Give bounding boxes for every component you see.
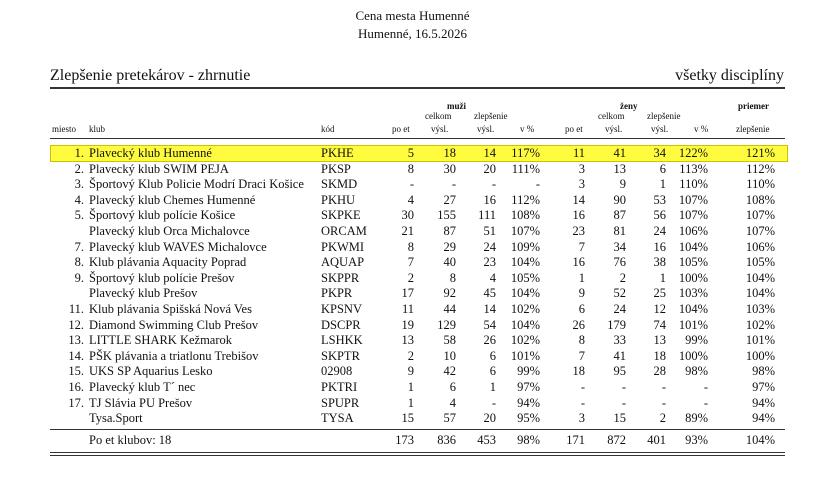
cell: 3	[578, 161, 585, 176]
club-code: SKPTR	[321, 348, 360, 363]
cell: 52	[613, 286, 626, 301]
cell: 107%	[678, 192, 708, 207]
cell: 107%	[745, 224, 775, 238]
table-row	[0, 318, 825, 334]
cell: 33	[613, 333, 626, 348]
table-row	[0, 302, 825, 318]
cell: 99%	[517, 364, 540, 379]
club-name: UKS SP Aquarius Lesko	[89, 364, 213, 379]
place: 1.	[74, 146, 84, 160]
avg-improvement-header: zlepšenie	[736, 124, 770, 134]
place: 2.	[74, 161, 84, 176]
table-row	[0, 162, 825, 178]
club-code: AQUAP	[321, 255, 365, 270]
club-code: SPUPR	[321, 395, 360, 410]
men-pct-header: v %	[520, 124, 535, 134]
cell: 53	[653, 192, 666, 207]
cell: 101%	[745, 333, 775, 348]
table-row	[0, 271, 825, 287]
cell: 97%	[517, 380, 540, 394]
cell: 1	[659, 177, 666, 192]
cell: 93%	[685, 433, 708, 447]
cell: 87	[613, 208, 626, 223]
place: 17.	[68, 395, 84, 410]
code-header: kód	[321, 124, 335, 134]
cell: 117%	[511, 146, 540, 160]
cell: 94%	[752, 411, 775, 426]
cell: 95	[613, 364, 626, 379]
header-rule	[50, 87, 785, 89]
club-code: DSCPR	[321, 317, 361, 332]
cell: 34	[653, 146, 666, 160]
cell: 171	[566, 433, 585, 447]
table-row	[0, 177, 825, 193]
cell: 2	[407, 348, 414, 363]
cell: 16	[572, 208, 585, 223]
place-header: miesto	[52, 124, 76, 134]
cell: 51	[483, 224, 496, 238]
cell: 100%	[678, 348, 708, 363]
cell: -	[621, 395, 626, 410]
table-row	[0, 396, 825, 412]
cell: -	[703, 380, 708, 394]
cell: 7	[407, 255, 414, 270]
cell: 104%	[510, 255, 540, 270]
cell: 4	[407, 192, 414, 207]
cell: 90	[613, 192, 626, 207]
cell: 16	[572, 255, 585, 270]
cell: 25	[653, 286, 666, 301]
cell: 103%	[745, 302, 775, 316]
cell: 105%	[510, 270, 540, 285]
cell: 54	[483, 317, 496, 332]
table-row	[0, 146, 825, 162]
cell: -	[491, 395, 496, 410]
club-name: Klub plávania Spišská Nová Ves	[89, 302, 252, 316]
men-improvement-header: zlepšenie	[474, 111, 508, 121]
club-header: klub	[89, 124, 106, 134]
cell: 453	[477, 433, 496, 447]
table-row	[0, 208, 825, 224]
cell: -	[409, 177, 414, 192]
cell: 109%	[510, 239, 540, 254]
cell: 4	[489, 270, 496, 285]
table-row	[0, 286, 825, 302]
cell: 173	[395, 433, 414, 447]
club-code: PKSP	[321, 161, 351, 176]
report-title: Cena mesta Humenné	[355, 8, 470, 23]
cell: 41	[613, 146, 626, 160]
cell: 20	[483, 161, 496, 176]
cell: 8	[407, 161, 414, 176]
cell: 16	[483, 192, 496, 207]
cell: 11	[401, 302, 414, 316]
cell: 14	[483, 302, 496, 316]
cell: 104%	[745, 286, 775, 301]
cell: 10	[443, 348, 456, 363]
cell: 12	[653, 302, 666, 316]
place: 9.	[74, 270, 84, 285]
place: 14.	[68, 348, 84, 363]
cell: 19	[401, 317, 414, 332]
footer-bottom-rule-1	[50, 452, 785, 453]
women-header: ženy	[620, 101, 638, 111]
club-name: Plavecký klub SWIM PEJA	[89, 161, 229, 176]
club-code: 02908	[321, 364, 353, 379]
men-count-header: po et	[392, 124, 410, 134]
cell: 98%	[517, 433, 540, 447]
cell: 24	[653, 224, 666, 238]
cell: 20	[483, 411, 496, 426]
cell: 44	[443, 302, 456, 316]
table-row	[0, 193, 825, 209]
cell: 98%	[752, 364, 775, 379]
cell: 9	[578, 286, 585, 301]
cell: 100%	[678, 270, 708, 285]
club-code: SKMD	[321, 177, 358, 192]
club-code: LSHKK	[321, 333, 363, 348]
women-imp-results-header: výsl.	[651, 124, 669, 134]
table-row	[0, 380, 825, 396]
cell: -	[661, 380, 666, 394]
cell: 40	[443, 255, 456, 270]
club-code: PKHU	[321, 192, 356, 207]
cell: 103%	[678, 286, 708, 301]
cell: 100%	[745, 348, 775, 363]
cell: 23	[572, 224, 585, 238]
section-title: Zlepšenie pretekárov - zhrnutie	[50, 67, 251, 84]
cell: 7	[578, 348, 585, 363]
cell: 104%	[678, 239, 708, 254]
report-subtitle: Humenné, 16.5.2026	[357, 26, 468, 41]
club-name: Plavecký klub Humenné	[89, 146, 212, 160]
cell: 8	[449, 270, 456, 285]
place: 11.	[68, 302, 84, 316]
footer-row	[0, 433, 825, 449]
cell: 155	[437, 208, 456, 223]
cell: 111%	[511, 161, 540, 176]
cell: -	[703, 395, 708, 410]
cell: 108%	[510, 208, 540, 223]
club-name: Športový klub polície Prešov	[89, 270, 235, 285]
cell: 11	[572, 146, 585, 160]
cell: 7	[578, 239, 585, 254]
club-code: PKHE	[321, 146, 354, 160]
club-code: KPSNV	[321, 302, 362, 316]
club-code: PKWMI	[321, 239, 365, 254]
cell: 8	[578, 333, 585, 348]
cell: 95%	[517, 411, 540, 426]
place: 7.	[74, 239, 84, 254]
club-name: Klub plávania Aquacity Poprad	[89, 255, 247, 270]
cell: 2	[407, 270, 414, 285]
place: 3.	[74, 177, 84, 192]
cell: -	[580, 380, 585, 394]
cell: 14	[483, 146, 496, 160]
cell: 57	[443, 411, 456, 426]
cell: 836	[437, 433, 456, 447]
cell: 58	[443, 333, 456, 348]
cell: -	[621, 380, 626, 394]
table-row	[0, 255, 825, 271]
club-name: Plavecký klub Prešov	[89, 286, 198, 301]
club-code: PKPR	[321, 286, 353, 301]
club-name: Plavecký klub Orca Michalovce	[89, 224, 250, 238]
cell: 106%	[678, 224, 708, 238]
cell: 13	[653, 333, 666, 348]
cell: 94%	[517, 395, 540, 410]
place: 8.	[74, 255, 84, 270]
cell: 104%	[510, 317, 540, 332]
cell: 105%	[745, 255, 775, 270]
cell: 42	[443, 364, 456, 379]
cell: 24	[613, 302, 626, 316]
club-name: Tysa.Sport	[89, 411, 143, 426]
cell: 107%	[745, 208, 775, 223]
cell: 74	[653, 317, 666, 332]
table-row	[0, 224, 825, 240]
cell: 105%	[678, 255, 708, 270]
cell: 8	[407, 239, 414, 254]
cell: 102%	[510, 333, 540, 348]
table-row	[0, 411, 825, 427]
cell: 6	[659, 161, 666, 176]
cell: 18	[572, 364, 585, 379]
women-improvement-header: zlepšenie	[647, 111, 681, 121]
cell: 28	[653, 364, 666, 379]
club-code: ORCAM	[321, 224, 367, 238]
cell: 56	[653, 208, 666, 223]
cell: 26	[572, 317, 585, 332]
avg-header: priemer	[738, 101, 769, 111]
cell: 97%	[752, 380, 775, 394]
cell: 21	[401, 224, 414, 238]
cell: 122%	[678, 146, 708, 160]
cell: 17	[401, 286, 414, 301]
men-results-header: výsl.	[431, 124, 449, 134]
cell: 30	[401, 208, 414, 223]
cell: 2	[659, 411, 666, 426]
footer-top-rule	[50, 429, 785, 430]
place: 12.	[68, 317, 84, 332]
cell: 94%	[752, 395, 775, 410]
cell: 87	[443, 224, 456, 238]
place: 4.	[74, 192, 84, 207]
cell: 110%	[679, 177, 708, 192]
table-row	[0, 349, 825, 365]
cell: -	[535, 177, 540, 192]
club-name: Plavecký klub WAVES Michalovce	[89, 239, 267, 254]
cell: 34	[613, 239, 626, 254]
cell: 3	[578, 411, 585, 426]
cell: 104%	[678, 302, 708, 316]
cell: 89%	[685, 411, 708, 426]
cell: 179	[607, 317, 626, 332]
cell: 2	[619, 270, 626, 285]
club-name: PŠK plávania a triatlonu Trebišov	[89, 348, 259, 363]
cell: 16	[653, 239, 666, 254]
cell: 1	[578, 270, 585, 285]
place: 13.	[68, 333, 84, 348]
cell: -	[451, 177, 456, 192]
cell: 76	[613, 255, 626, 270]
club-name: Plavecký klub Chemes Humenné	[89, 192, 256, 207]
cell: 81	[613, 224, 626, 238]
cell: 13	[401, 333, 414, 348]
cell: 1	[407, 380, 414, 394]
cell: 101%	[510, 348, 540, 363]
cell: 24	[483, 239, 496, 254]
cell: 112%	[746, 161, 775, 176]
cell: 18	[653, 348, 666, 363]
section-filter: všetky disciplíny	[675, 67, 784, 84]
men-total-header: celkom	[425, 111, 452, 121]
table-row	[0, 333, 825, 349]
men-imp-results-header: výsl.	[477, 124, 495, 134]
cell: 101%	[678, 317, 708, 332]
cell: 104%	[510, 286, 540, 301]
cell: 108%	[745, 192, 775, 207]
place: 16.	[68, 380, 84, 394]
footer-bottom-rule-2	[50, 455, 785, 456]
cell: 401	[647, 433, 666, 447]
club-name: Športový klub polície Košice	[89, 208, 236, 223]
cell: 106%	[745, 239, 775, 254]
women-pct-header: v %	[694, 124, 709, 134]
cell: 29	[443, 239, 456, 254]
cell: 112%	[511, 192, 540, 207]
cell: 27	[443, 192, 456, 207]
cell: 45	[483, 286, 496, 301]
place: 5.	[74, 208, 84, 223]
cell: 1	[489, 380, 496, 394]
cell: 15	[613, 411, 626, 426]
cell: 26	[483, 333, 496, 348]
cell: 23	[483, 255, 496, 270]
club-code: SKPPR	[321, 270, 360, 285]
club-count: Po et klubov: 18	[89, 433, 172, 447]
cell: 6	[489, 364, 496, 379]
cell: 1	[407, 395, 414, 410]
cell: 41	[613, 348, 626, 363]
cell: 92	[443, 286, 456, 301]
cell: 121%	[745, 146, 775, 160]
cell: 107%	[678, 208, 708, 223]
cell: 14	[572, 192, 585, 207]
cell: 18	[443, 146, 456, 160]
cell: 98%	[685, 364, 708, 379]
cell: 113%	[679, 161, 708, 176]
cell: 99%	[685, 333, 708, 348]
cell: 9	[619, 177, 626, 192]
cell: 102%	[745, 317, 775, 332]
cell: 111	[478, 208, 496, 223]
cell: 102%	[510, 302, 540, 316]
cell: 4	[449, 395, 456, 410]
table-top-rule	[50, 138, 785, 139]
women-total-header: celkom	[598, 111, 625, 121]
cell: 6	[489, 348, 496, 363]
table-row	[0, 240, 825, 256]
club-name: LITTLE SHARK Kežmarok	[89, 333, 233, 348]
cell: 9	[407, 364, 414, 379]
cell: 38	[653, 255, 666, 270]
cell: 129	[437, 317, 456, 332]
cell: 30	[443, 161, 456, 176]
cell: -	[580, 395, 585, 410]
cell: 5	[407, 146, 414, 160]
club-name: Športový Klub Policie Modrí Draci Košice	[89, 177, 304, 192]
cell: 872	[607, 433, 626, 447]
men-header: muži	[447, 101, 466, 111]
place: 15.	[68, 364, 84, 379]
club-name: TJ Slávia PU Prešov	[89, 395, 193, 410]
cell: 104%	[745, 270, 775, 285]
cell: 3	[578, 177, 585, 192]
club-name: Diamond Swimming Club Prešov	[89, 317, 259, 332]
table-row	[0, 364, 825, 380]
women-count-header: po et	[565, 124, 583, 134]
club-code: PKTRI	[321, 380, 358, 394]
club-code: SKPKE	[321, 208, 361, 223]
cell: 6	[449, 380, 456, 394]
club-code: TYSA	[321, 411, 354, 426]
cell: 6	[578, 302, 585, 316]
cell: 13	[613, 161, 626, 176]
cell: 15	[401, 411, 414, 426]
club-name: Plavecký klub T´ nec	[89, 380, 196, 394]
women-results-header: výsl.	[605, 124, 623, 134]
cell: 110%	[746, 177, 775, 192]
cell: -	[661, 395, 666, 410]
cell: -	[491, 177, 496, 192]
cell: 104%	[745, 433, 775, 447]
cell: 107%	[510, 224, 540, 238]
cell: 1	[659, 270, 666, 285]
